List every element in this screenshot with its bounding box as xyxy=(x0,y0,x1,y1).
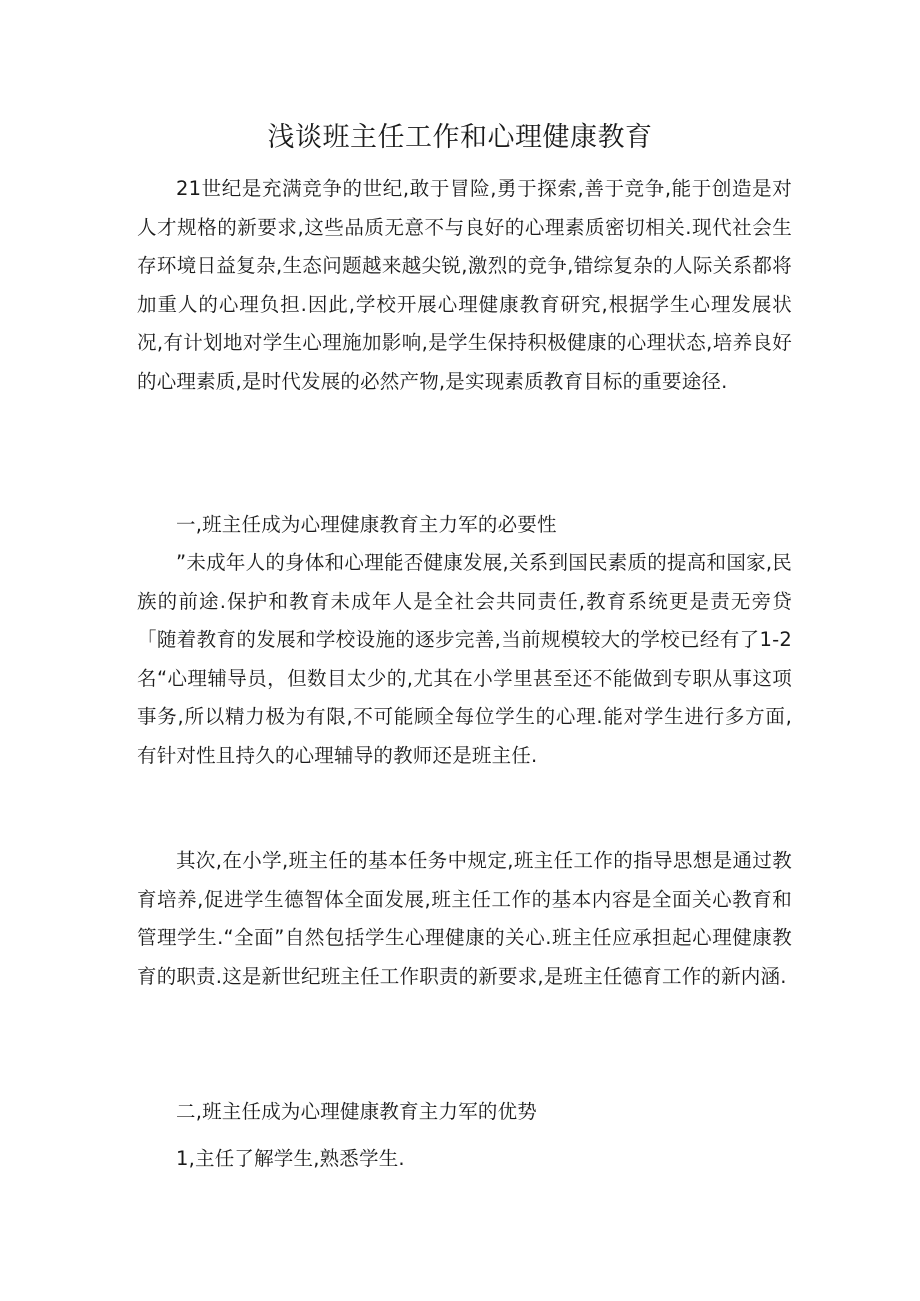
paragraph-necessity: ”未成年人的身体和心理能否健康发展,关系到国民素质的提高和国家,民族的前途.保护和教育未成年人是全社会共同责任,教育系统更是责无旁贷「随着教育的发展和学校设施的逐步完善,当前规模较大的学校已经有了1-2名“心理辅导员，但数目太少的,尤其在小学里甚至还不能做到专职从事这项事务,所以精力极为有限,不可能顾全每位学生的心理.能对学生进行多方面,有针对性且持久的心理辅导的教师还是班主任. xyxy=(137,551,792,767)
paragraph-secondly: 其次,在小学,班主任的基本任务中规定,班主任工作的指导思想是通过教育培养,促进学生德智体全面发展,班主任工作的基本内容是全面关心教育和管理学生.“全面”自然包括学生心理健康的关心.班主任应承担起心理健康教育的职责.这是新世纪班主任工作职责的新要求,是班主任德育工作的新内涵. xyxy=(137,849,792,988)
paragraph-intro: 21世纪是充满竞争的世纪,敢于冒险,勇于探索,善于竞争,能于创造是对人才规格的新要求,这些品质无意不与良好的心理素质密切相关.现代社会生存环境日益复杂,生态问题越来越尖锐,激烈的竞争,错综复杂的人际关系都将加重人的心理负担.因此,学校开展心理健康教育研究,根据学生心理发展状况,有计划地对学生心理施加影响,是学生保持积极健康的心理状态,培养良好的心理素质,是时代发展的必然产物,是实现素质教育目标的重要途径. xyxy=(137,177,792,393)
section-heading-advantages: 二,班主任成为心理健康教育主力军的优势 xyxy=(176,1100,537,1123)
section-heading-necessity: 一,班主任成为心理健康教育主力军的必要性 xyxy=(176,513,557,536)
subsection-heading-1: 1,主任了解学生,熟悉学生. xyxy=(176,1147,405,1170)
document-title: 浅谈班主任工作和心理健康教育 xyxy=(267,122,653,153)
